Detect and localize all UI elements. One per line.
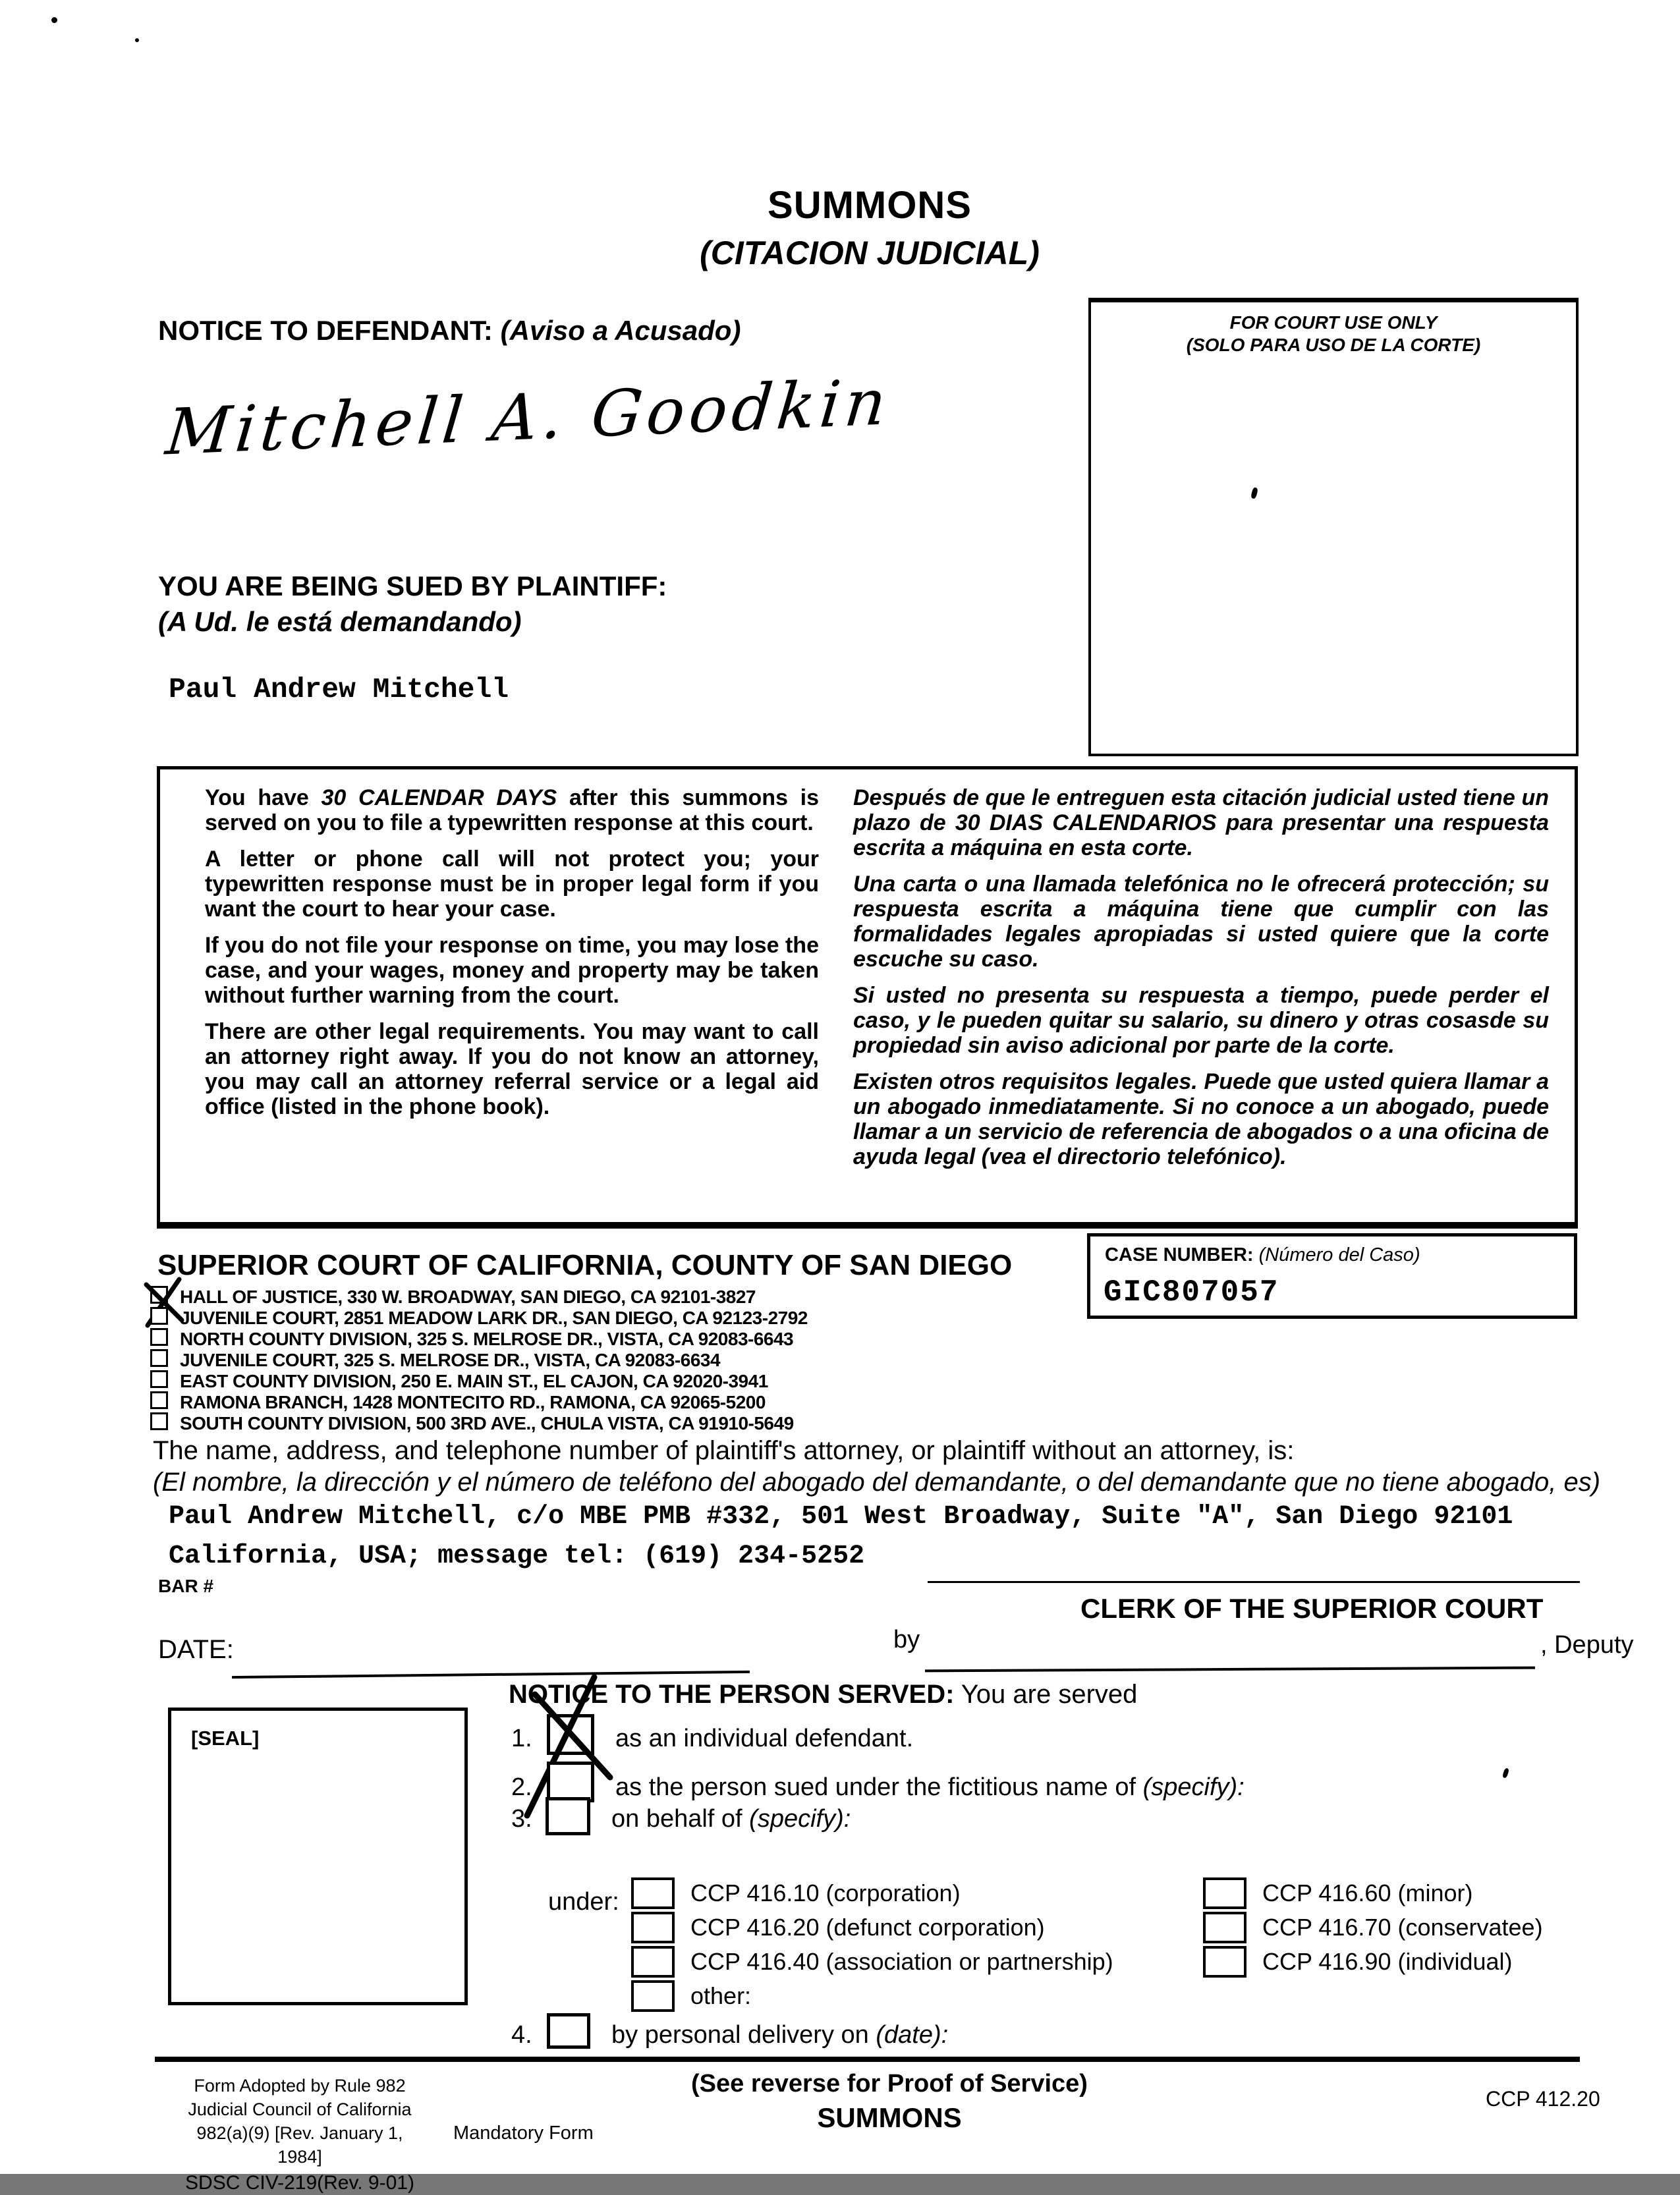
defendant-label: NOTICE TO DEFENDANT: [158, 315, 493, 346]
attorney-intro-spanish: (El nombre, la dirección y el número de teléfono del abogado del demandante, o del demandante que no tiene abogado, es) [153, 1468, 1601, 1497]
ccp-416-10-checkbox[interactable] [631, 1877, 675, 1909]
bar-number-label: BAR # [158, 1576, 214, 1596]
ccp-416-70-row [1203, 1912, 1543, 1943]
court-location-label: JUVENILE COURT, 325 S. MELROSE DR., VISTA, CA 92083-6634 [180, 1350, 721, 1370]
footer-council-line: Judicial Council of California [188, 2099, 412, 2119]
notice-en-p1-emphasis: 30 CALENDAR DAYS [321, 785, 557, 810]
court-location-row-east-county [150, 1370, 768, 1392]
court-location-label: JUVENILE COURT, 2851 MEADOW LARK DR., SAN DIEGO, CA 92123-2792 [180, 1308, 808, 1328]
ccp-other-label: other: [690, 1982, 752, 2009]
ccp-other-checkbox[interactable] [631, 1980, 675, 2012]
court-use-box [1088, 298, 1579, 756]
notice-es-paragraph-4: Existen otros requisitos legales. Puede que usted quiera llamar a un abogado inmediatamente. Si no conoce a un abogado, puede llamar a un servicio de referencia de abogados o a una oficina de ayuda legal (vea el directorio telefónico). [853, 1069, 1549, 1169]
defendant-name-handwritten: Mitchell A. Goodkin [162, 364, 894, 470]
ccp-416-20-checkbox[interactable] [631, 1912, 675, 1943]
plaintiff-name: Paul Andrew Mitchell [169, 673, 509, 706]
bar-number-line[interactable] [928, 1581, 1580, 1583]
ccp-416-10-label: CCP 416.10 (corporation) [690, 1879, 961, 1906]
court-location-checkbox[interactable] [150, 1391, 168, 1409]
served-item4-specify: (date): [876, 2021, 949, 2049]
served-item4-number: 4. [511, 2021, 532, 2049]
court-location-checkbox[interactable] [150, 1307, 168, 1325]
date-input-line[interactable] [232, 1671, 750, 1679]
case-number-box [1087, 1233, 1577, 1319]
scan-artifact [1502, 1767, 1509, 1778]
plaintiff-label: YOU ARE BEING SUED BY PLAINTIFF: [158, 570, 667, 601]
ccp-416-60-checkbox[interactable] [1203, 1877, 1246, 1909]
deputy-signature-line[interactable] [925, 1667, 1535, 1673]
seal-label: [SEAL] [191, 1727, 260, 1750]
court-location-label: RAMONA BRANCH, 1428 MONTECITO RD., RAMONA, CA 92065-5200 [180, 1392, 766, 1412]
served-item2-number: 2. [511, 1773, 532, 1801]
served-item3-label [611, 1805, 851, 1833]
footer-revision-line: 982(a)(9) [Rev. January 1, 1984] [196, 2123, 403, 2167]
footer-divider [155, 2057, 1580, 2062]
ccp-416-70-checkbox[interactable] [1203, 1912, 1246, 1943]
footer-rule-line: Form Adopted by Rule 982 [194, 2076, 406, 2096]
footer-sdsc-line: SDSC CIV-219(Rev. 9-01) [185, 2172, 414, 2194]
court-location-label: EAST COUNTY DIVISION, 250 E. MAIN ST., EL CAJON, CA 92020-3941 [180, 1371, 768, 1391]
date-label: DATE: [158, 1635, 234, 1664]
ccp-other-row [631, 1980, 751, 2012]
served-under-label: under: [548, 1888, 619, 1916]
served-heading-rest: You are served [961, 1680, 1138, 1709]
footer-ccp-reference: CCP 412.20 [1486, 2087, 1600, 2111]
defendant-label-spanish: (Aviso a Acusado) [500, 315, 741, 346]
court-location-row-north-county [150, 1328, 793, 1350]
legal-notice-box [157, 766, 1578, 1229]
case-number-value: GIC807057 [1104, 1275, 1279, 1310]
served-item3-specify: (specify): [749, 1805, 851, 1833]
court-location-label: NORTH COUNTY DIVISION, 325 S. MELROSE DR., VISTA, CA 92083-6643 [180, 1329, 794, 1349]
ccp-416-90-label: CCP 416.90 (individual) [1262, 1948, 1513, 1975]
case-number-label: CASE NUMBER: [1105, 1244, 1254, 1265]
notice-en-paragraph-4: There are other legal requirements. You may want to call an attorney right away. If you do not know an attorney, you may call an attorney referral service or a legal aid office (listed in the phone book). [205, 1019, 819, 1119]
ccp-416-90-row [1203, 1946, 1513, 1978]
footer-center-block [593, 2070, 1186, 2134]
notice-es-paragraph-1: Después de que le entreguen esta citación judicial usted tiene un plazo de 30 DIAS CALENDARIOS para presentar una respuesta escrita a máquina en esta corte. [853, 785, 1549, 860]
court-location-label: SOUTH COUNTY DIVISION, 500 3RD AVE., CHULA VISTA, CA 91910-5649 [180, 1413, 794, 1433]
court-location-row-hall-of-justice [150, 1286, 756, 1308]
seal-box [168, 1708, 468, 2005]
ccp-416-90-checkbox[interactable] [1203, 1946, 1246, 1978]
ccp-416-60-label: CCP 416.60 (minor) [1262, 1879, 1473, 1906]
served-item4-label [611, 2021, 948, 2049]
served-item4-checkbox[interactable] [547, 2013, 590, 2049]
footer-mandatory-form: Mandatory Form [453, 2123, 594, 2144]
attorney-address-line2: California, USA; message tel: (619) 234-5252 [169, 1542, 865, 1571]
plaintiff-label-spanish: (A Ud. le está demandando) [158, 606, 522, 637]
ccp-416-10-row [631, 1877, 961, 1909]
court-heading: SUPERIOR COURT OF CALIFORNIA, COUNTY OF SAN DIEGO [157, 1249, 1013, 1281]
clerk-by-label: by [893, 1626, 920, 1653]
court-location-label: HALL OF JUSTICE, 330 W. BROADWAY, SAN DIEGO, CA 92101-3827 [180, 1287, 756, 1307]
ccp-416-40-checkbox[interactable] [631, 1946, 675, 1978]
court-use-line1: FOR COURT USE ONLY [1229, 312, 1438, 333]
ccp-416-20-row [631, 1912, 1045, 1943]
court-location-row-juvenile-sd [150, 1307, 808, 1329]
page-subtitle: (CITACION JUDICIAL) [700, 235, 1040, 271]
court-location-checkbox[interactable] [150, 1412, 168, 1430]
footer-form-info [178, 2074, 422, 2195]
form-title-block [461, 183, 1278, 272]
ccp-416-40-row [631, 1946, 1113, 1978]
notice-en-paragraph-1 [205, 785, 819, 835]
served-item3-number: 3. [511, 1805, 532, 1833]
served-item3-text: on behalf of [611, 1805, 750, 1833]
scan-artifact [135, 38, 139, 42]
served-item3-checkbox[interactable] [546, 1797, 590, 1835]
attorney-address-line1: Paul Andrew Mitchell, c/o MBE PMB #332, 501 West Broadway, Suite "A", San Diego 92101 [169, 1502, 1513, 1532]
ccp-416-40-label: CCP 416.40 (association or partnership) [690, 1948, 1113, 1975]
ccp-416-60-row [1203, 1877, 1472, 1909]
court-use-label [1091, 312, 1576, 356]
court-location-row-south-county [150, 1412, 794, 1434]
court-location-row-juvenile-vista [150, 1349, 720, 1371]
notice-en-paragraph-2: A letter or phone call will not protect you; your typewritten response must be in proper legal form if you want the court to hear your case. [205, 847, 819, 922]
attorney-intro-english: The name, address, and telephone number of plaintiff's attorney, or plaintiff without an attorney, is: [153, 1436, 1295, 1465]
court-location-checkbox[interactable] [150, 1349, 168, 1367]
case-number-heading [1105, 1244, 1574, 1266]
court-location-row-ramona [150, 1391, 766, 1413]
court-location-checkbox[interactable] [150, 1328, 168, 1346]
legal-notice-english [205, 785, 819, 1222]
notice-es-paragraph-3: Si usted no presenta su respuesta a tiempo, puede perder el caso, y le pueden quitar su salario, su dinero y otras cosasde su propiedad sin aviso adicional por parte de la corte. [853, 983, 1549, 1058]
defendant-heading [158, 315, 741, 347]
served-item2-checkbox[interactable] [547, 1762, 594, 1802]
notice-en-p1-lead: You have [205, 785, 322, 810]
served-item2-text: as the person sued under the fictitious name of [615, 1773, 1143, 1801]
court-use-line2: (SOLO PARA USO DE LA CORTE) [1186, 335, 1481, 355]
notice-en-paragraph-3: If you do not file your response on time, you may lose the case, and your wages, money and property may be taken without further warning from the court. [205, 933, 819, 1008]
served-heading-bold: NOTICE TO THE PERSON SERVED: [509, 1680, 955, 1709]
served-item1-label: as an individual defendant. [615, 1725, 914, 1752]
case-number-label-spanish: (Número del Caso) [1258, 1244, 1420, 1265]
notice-es-paragraph-2: Una carta o una llamada telefónica no le ofrecerá protección; su respuesta escrita a máquina tiene que cumplir con las formalidades legales apropiadas si usted quiere que la corte escuche su caso. [853, 872, 1549, 972]
served-item4-text: by personal delivery on [611, 2021, 876, 2049]
ccp-416-20-label: CCP 416.20 (defunct corporation) [690, 1914, 1045, 1941]
deputy-label: , Deputy [1540, 1631, 1634, 1659]
footer-summons-title: SUMMONS [817, 2102, 962, 2133]
scan-artifact [51, 17, 57, 23]
ccp-416-70-label: CCP 416.70 (conservatee) [1262, 1914, 1543, 1941]
served-item1-number: 1. [511, 1725, 532, 1752]
footer-reverse-note: (See reverse for Proof of Service) [691, 2070, 1088, 2098]
served-item2-specify: (specify): [1142, 1773, 1245, 1801]
served-item2-label [615, 1773, 1245, 1802]
notice-en-p1-tail: after this summons is served on you to file a typewritten response at this court. [205, 785, 819, 835]
court-location-checkbox[interactable] [150, 1370, 168, 1388]
clerk-heading: CLERK OF THE SUPERIOR COURT [1080, 1593, 1544, 1624]
legal-notice-spanish [853, 785, 1549, 1222]
page-title: SUMMONS [768, 184, 972, 227]
